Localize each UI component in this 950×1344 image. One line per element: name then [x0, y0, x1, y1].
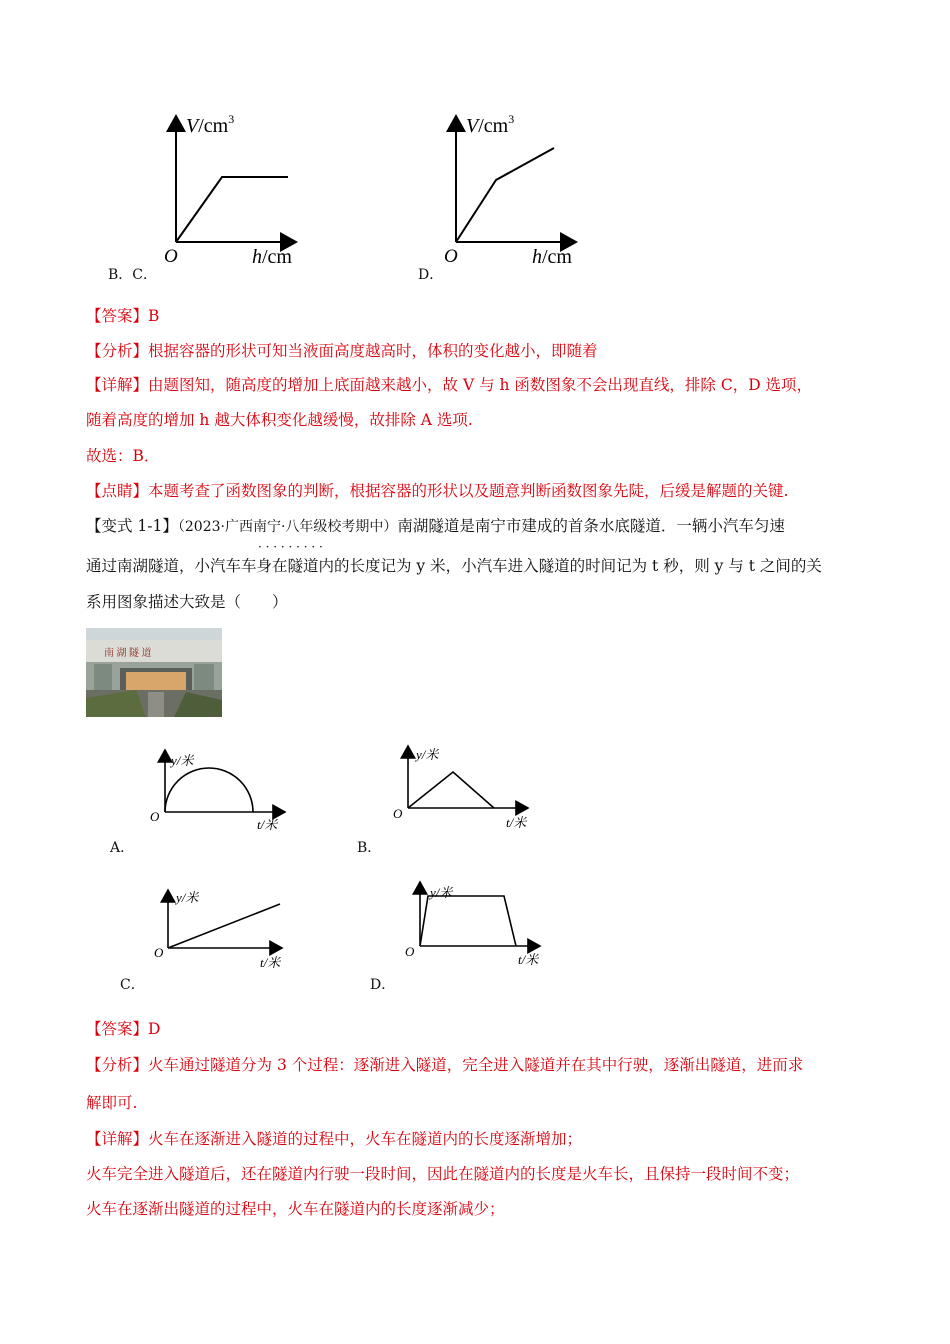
q1-analysis [86, 340, 598, 362]
y-axis-label: y/米 [416, 747, 439, 762]
x-axis-label: t/米 [506, 815, 527, 830]
analysis-tag: 【分析】 [86, 1056, 149, 1074]
detail-tag: 【详解】 [86, 376, 149, 394]
variant-chart-c [150, 886, 300, 974]
q2-detail-line-1 [86, 1128, 582, 1150]
option-c: C． [120, 977, 145, 993]
option-label-bc: B．C． [108, 267, 157, 283]
y-axis-label: y/米 [171, 753, 194, 768]
comment-text: 本题考查了函数图象的判断，根据容器的形状以及题意判断函数图象先陡，后缓是解题的关键. [148, 482, 789, 500]
origin-label: O [405, 944, 415, 959]
tunnel-photo-drawing [86, 628, 222, 717]
x-axis-label: t/米 [518, 952, 539, 967]
origin-label: O [164, 246, 178, 267]
graph-line [165, 768, 253, 812]
analysis-text: 根据容器的形状可知当液面高度越高时，体积的变化越小，即随着 [148, 342, 598, 360]
detail-tag: 【详解】 [86, 1130, 149, 1148]
graph-line [176, 177, 288, 242]
photo-sign-text: 南 湖 隧 道 [104, 648, 152, 659]
q1-detail-line-2: 随着高度的增加 h 越大体积变化越缓慢，故排除 A 选项. [86, 411, 473, 429]
answer-value: D [148, 1020, 161, 1038]
y-axis-label: $V/cm^3$ [466, 112, 515, 137]
answer-value: B [148, 307, 160, 325]
answer-tag: 【答案】 [86, 1020, 149, 1038]
origin-label: O [154, 945, 164, 960]
q1-choice: 故选：B． [86, 447, 160, 465]
graph-line [168, 904, 280, 948]
detail-text: 由题图知，随高度的增加上底面越来越小，故 V 与 h 函数图象不会出现直线，排除 C，D 选项， [148, 376, 813, 394]
option-b: B． [357, 840, 382, 856]
chart-option-d [430, 108, 590, 270]
q2-detail-line-3: 火车在逐渐出隧道的过程中，火车在隧道内的长度逐渐减少； [86, 1200, 505, 1218]
option-a: A． [110, 840, 135, 856]
x-axis-label: h/cm [252, 246, 292, 268]
q2-analysis-line-1 [86, 1054, 803, 1076]
q1-comment [86, 480, 788, 502]
detail-text: 火车在逐渐进入隧道的过程中，火车在隧道内的长度逐渐增加； [148, 1130, 583, 1148]
answer-tag: 【答案】 [86, 307, 149, 325]
y-axis-label: y/米 [430, 885, 453, 900]
variant-line-3: 系用图象描述大致是（ ） [86, 593, 288, 611]
graph-line [456, 148, 554, 242]
tunnel-photo [86, 628, 222, 717]
variant-stem-start: 南湖隧道是南宁市建成的首条水底隧道．一辆小汽车匀速 [397, 517, 785, 535]
variant-line-2: 通过南湖隧道，小汽车车身在隧道内的长度记为 y 米，小汽车进入隧道的时间记为 t 秒，则 y 与 t 之间的关 [86, 557, 822, 575]
variant-chart-b [388, 742, 538, 838]
q1-answer [86, 305, 159, 327]
variant-line-1 [86, 515, 785, 538]
chart-option-c [150, 108, 310, 270]
origin-label: O [444, 246, 458, 267]
emphasis-dots: · · · · · · · · · [258, 540, 323, 554]
x-axis-label: t/米 [260, 955, 281, 970]
origin-label: O [150, 809, 160, 824]
option-label-d: D． [418, 267, 444, 283]
variant-source: （2023·广西南宁·八年级校考期中） [177, 519, 398, 535]
q1-detail-line-1 [86, 374, 812, 396]
analysis-text: 火车通过隧道分为 3 个过程：逐渐进入隧道，完全进入隧道并在其中行驶，逐渐出隧道，进而求 [148, 1056, 804, 1074]
option-d: D． [370, 977, 396, 993]
variant-chart-a [145, 748, 295, 838]
q2-detail-line-2: 火车完全进入隧道后，还在隧道内行驶一段时间，因此在隧道内的长度是火车长，且保持一段时间不变； [86, 1165, 800, 1183]
origin-label: O [393, 806, 403, 821]
y-axis-label: $V/cm^3$ [186, 112, 235, 137]
variant-tag: 【变式 1-1】 [86, 517, 178, 535]
graph-line [420, 896, 516, 946]
graph-line [408, 772, 494, 808]
analysis-tag: 【分析】 [86, 342, 149, 360]
y-axis-label: y/米 [176, 890, 199, 905]
q2-answer [86, 1018, 160, 1040]
comment-tag: 【点睛】 [86, 482, 149, 500]
variant-chart-d [400, 878, 550, 970]
q2-analysis-line-2: 解即可. [86, 1094, 138, 1112]
x-axis-label: t/米 [257, 817, 278, 832]
x-axis-label: h/cm [532, 246, 572, 268]
